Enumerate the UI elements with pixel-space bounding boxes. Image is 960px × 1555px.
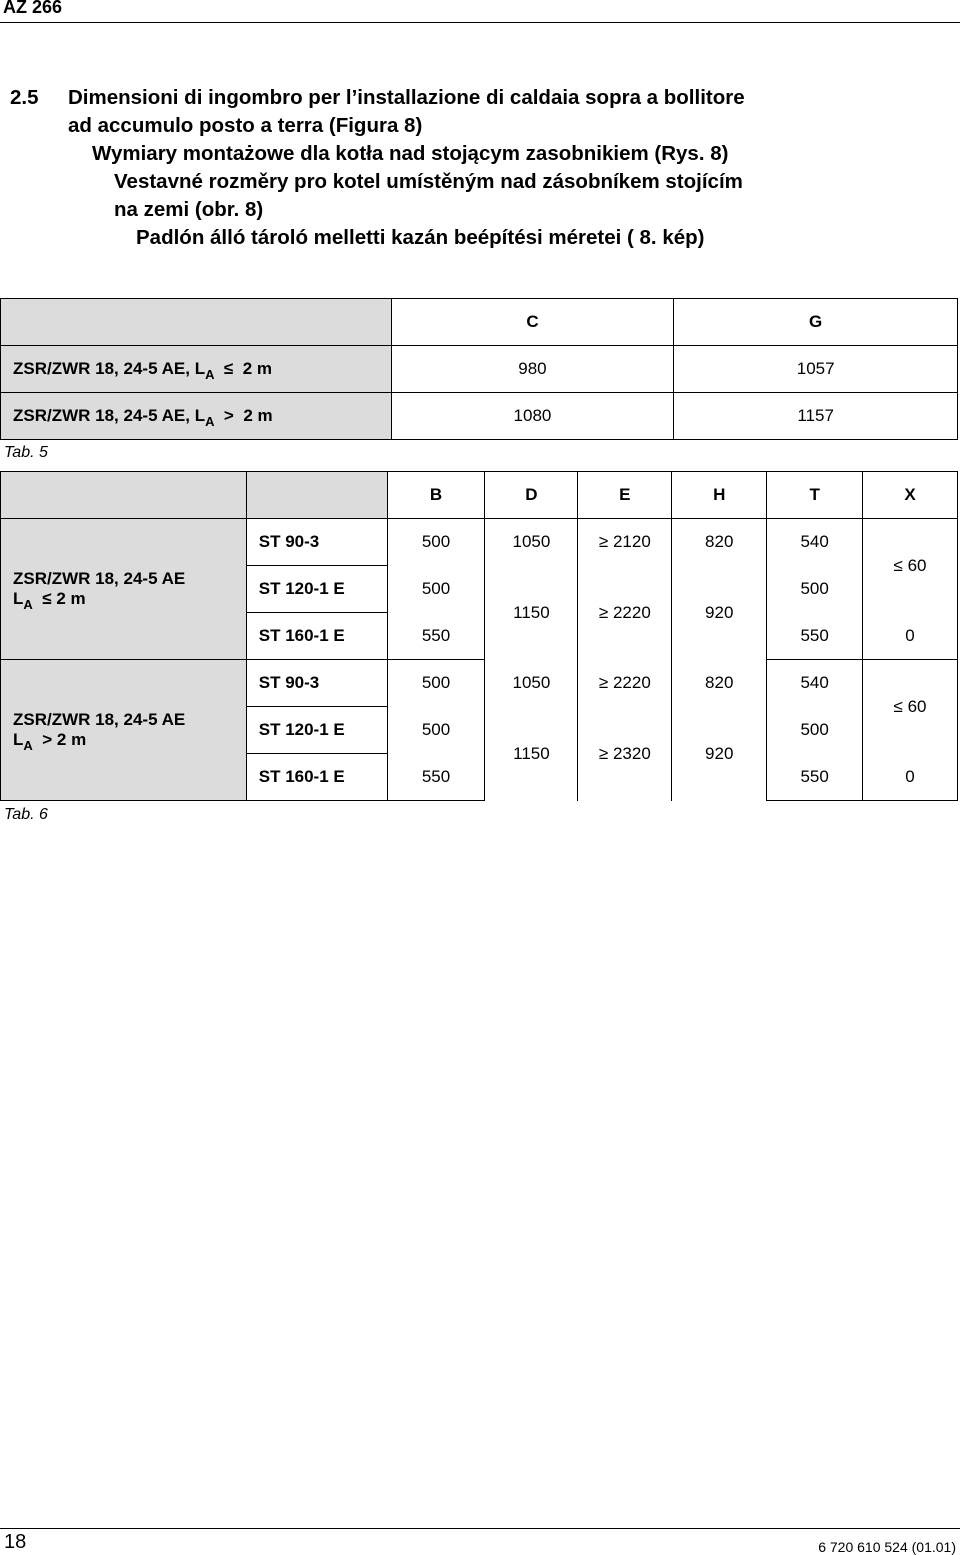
cell-t: 540 — [767, 519, 863, 566]
cell-d: 1150 — [485, 707, 578, 801]
cell-t: 550 — [767, 754, 863, 801]
cell-t: 500 — [767, 707, 863, 754]
table-6-model-header — [246, 472, 387, 519]
col-header-x: X — [863, 472, 958, 519]
section-number: 2.5 — [10, 86, 39, 109]
page-number: 18 — [4, 1531, 27, 1553]
cell-b: 500 — [387, 660, 485, 707]
col-header-c: C — [391, 299, 674, 346]
model-label: ST 120-1 E — [246, 566, 387, 613]
col-header-b: B — [387, 472, 485, 519]
cell-b: 550 — [387, 754, 485, 801]
model-label: ST 120-1 E — [246, 707, 387, 754]
cell-h: 920 — [672, 707, 767, 801]
table-6-group-label: ZSR/ZWR 18, 24-5 AE $L_A \le 2$ m — [1, 519, 247, 660]
table-5 — [0, 298, 958, 440]
cell-e: ≥ 2320 — [578, 707, 672, 801]
model-label: ST 90-3 — [246, 519, 387, 566]
table-5-caption: Tab. 5 — [4, 444, 48, 461]
cell-b: 500 — [387, 707, 485, 754]
heading-line-it-1: Dimensioni di ingombro per l’installazione di caldaia sopra a bollitore — [68, 86, 745, 109]
model-label: ST 160-1 E — [246, 613, 387, 660]
table-5-cell: 1057 — [674, 346, 958, 393]
cell-d: 1150 — [485, 566, 578, 660]
heading-line-cz-1: Vestavné rozměry pro kotel umístěným nad zásobníkem stojícím — [114, 170, 743, 193]
cell-d: 1050 — [485, 660, 578, 707]
table-5-cell: 1157 — [674, 393, 958, 440]
cell-x: 0 — [863, 613, 958, 660]
cell-b: 500 — [387, 566, 485, 613]
cell-e: ≥ 2220 — [578, 566, 672, 660]
table-6 — [0, 471, 958, 801]
heading-line-it-2: ad accumulo posto a terra (Figura 8) — [68, 114, 423, 137]
cell-h: 820 — [672, 519, 767, 566]
heading-line-cz-2: na zemi (obr. 8) — [114, 198, 264, 221]
heading-line-hu: Padlón álló tároló melletti kazán beépítési méretei ( 8. kép) — [136, 226, 705, 249]
table-5-cell: 1080 — [391, 393, 674, 440]
cell-t: 500 — [767, 566, 863, 613]
cell-x: ≤ 60 — [863, 519, 958, 613]
table-5-corner — [1, 299, 392, 346]
cell-h: 820 — [672, 660, 767, 707]
cell-b: 550 — [387, 613, 485, 660]
cell-d: 1050 — [485, 519, 578, 566]
table-6-corner — [1, 472, 247, 519]
cell-t: 540 — [767, 660, 863, 707]
table-6-caption: Tab. 6 — [4, 806, 48, 823]
table-5-row-label: ZSR/ZWR 18, 24-5 AE, $L_A > 2$ m — [1, 393, 392, 440]
col-header-d: D — [485, 472, 578, 519]
page-footer — [0, 1528, 960, 1555]
heading-line-pl: Wymiary montażowe dla kotła nad stojącym zasobnikiem (Rys. 8) — [92, 142, 729, 165]
model-label: ST 160-1 E — [246, 754, 387, 801]
cell-e: ≥ 2120 — [578, 519, 672, 566]
col-header-e: E — [578, 472, 672, 519]
col-header-h: H — [672, 472, 767, 519]
cell-t: 550 — [767, 613, 863, 660]
table-6-group-label: ZSR/ZWR 18, 24-5 AE $L_A > 2$ m — [1, 660, 247, 801]
document-code: 6 720 610 524 (01.01) — [818, 1539, 956, 1555]
page-header — [0, 0, 960, 23]
model-label: ST 90-3 — [246, 660, 387, 707]
col-header-g: G — [674, 299, 958, 346]
cell-x: ≤ 60 — [863, 660, 958, 754]
cell-e: ≥ 2220 — [578, 660, 672, 707]
cell-x: 0 — [863, 754, 958, 801]
header-title: AZ 266 — [3, 0, 63, 17]
table-5-cell: 980 — [391, 346, 674, 393]
table-5-row-label: ZSR/ZWR 18, 24-5 AE, $L_A \le 2$ m — [1, 346, 392, 393]
cell-h: 920 — [672, 566, 767, 660]
col-header-t: T — [767, 472, 863, 519]
cell-b: 500 — [387, 519, 485, 566]
